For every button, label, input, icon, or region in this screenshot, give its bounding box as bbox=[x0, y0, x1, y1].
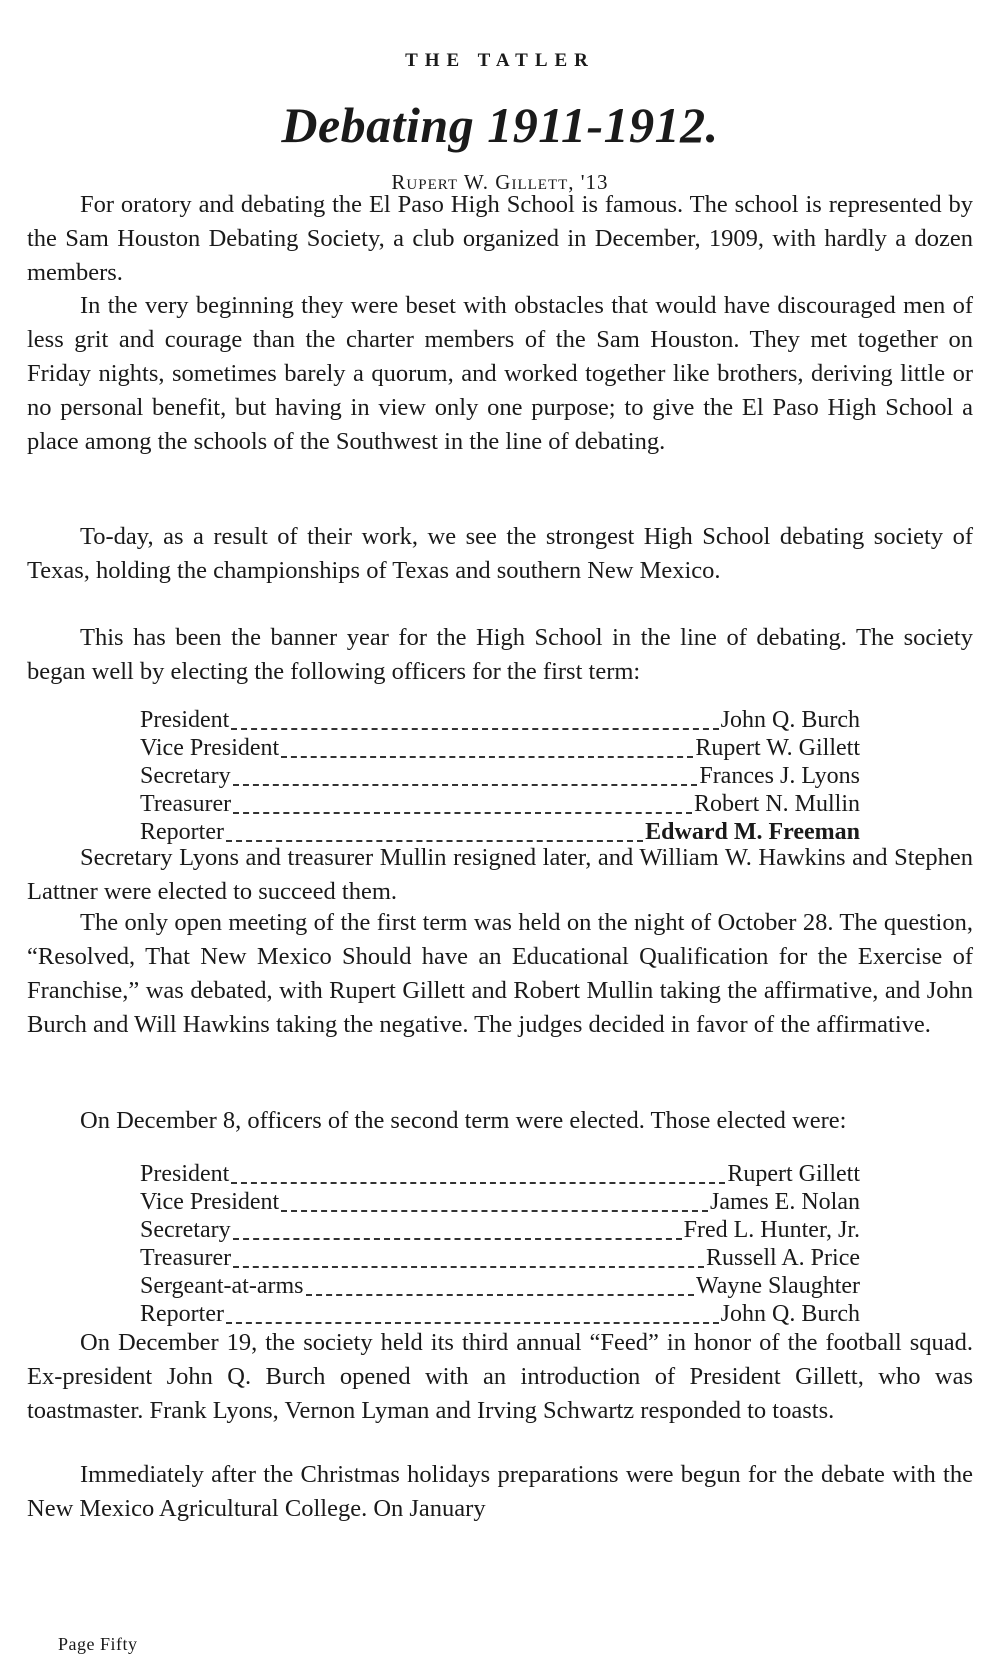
officer-row bbox=[140, 1215, 860, 1245]
paragraph-1: For oratory and debating the El Paso High School is famous. The school is represented by the Sam Houston Debating Society, a club organized in December, 1909, with hardly a dozen members. bbox=[27, 191, 973, 286]
paragraph-2: In the very beginning they were beset with obstacles that would have discouraged men of less grit and courage than the charter members of the Sam Houston. They met together on Friday nights, sometimes barely a quorum, and worked together like brothers, deriving little or no personal benefit, but having in view only one purpose; to give the El Paso High School a place among the schools of the Southwest in the line of debating. bbox=[27, 292, 973, 455]
officer-name: Edward M. Freeman bbox=[645, 819, 860, 845]
paragraph-5: Secretary Lyons and treasurer Mullin resigned later, and William W. Hawkins and Stephen Lattner were elected to succeed them. bbox=[27, 844, 973, 905]
officer-name: James E. Nolan bbox=[710, 1189, 860, 1215]
officer-role: Sergeant-at-arms bbox=[140, 1273, 304, 1299]
officer-row bbox=[140, 705, 860, 735]
article-title: Debating 1911-1912. bbox=[281, 97, 719, 153]
dotted-leader bbox=[306, 1294, 694, 1296]
officer-role: Reporter bbox=[140, 819, 224, 845]
officer-role: President bbox=[140, 707, 230, 733]
officer-name: John Q. Burch bbox=[720, 1301, 860, 1327]
officer-row bbox=[140, 1243, 860, 1273]
officer-role: Secretary bbox=[140, 1217, 231, 1243]
officer-row bbox=[140, 733, 860, 763]
running-head: THE TATLER bbox=[405, 50, 595, 71]
officer-name: Fred L. Hunter, Jr. bbox=[683, 1217, 860, 1243]
officer-name: Wayne Slaughter bbox=[695, 1273, 860, 1299]
paragraph-9: Immediately after the Christmas holidays preparations were begun for the debate with the New Mexico Agricultural College. On January bbox=[27, 1461, 973, 1522]
officer-row bbox=[140, 1187, 860, 1217]
officer-name: Rupert Gillett bbox=[727, 1161, 860, 1187]
paragraph-7: On December 8, officers of the second term were elected. Those elected were: bbox=[80, 1107, 847, 1134]
page-number: Page Fifty bbox=[58, 1634, 138, 1654]
officer-name: John Q. Burch bbox=[720, 707, 860, 733]
paragraph-8: On December 19, the society held its third annual “Feed” in honor of the football squad. Ex-president John Q. Burch opened with an introduction of President Gillett, who was toastmaster. Frank Lyons, Vernon Lyman and Irving Schwartz responded to toasts. bbox=[27, 1329, 973, 1424]
officer-name: Russell A. Price bbox=[706, 1245, 860, 1271]
dotted-leader bbox=[231, 728, 718, 730]
dotted-leader bbox=[233, 784, 698, 786]
paragraph-4: This has been the banner year for the High School in the line of debating. The society began well by electing the following officers for the first term: bbox=[27, 624, 973, 685]
dotted-leader bbox=[231, 1182, 725, 1184]
officer-name: Frances J. Lyons bbox=[699, 763, 860, 789]
dotted-leader bbox=[281, 756, 693, 758]
officer-role: Treasurer bbox=[140, 791, 232, 817]
officer-role: Reporter bbox=[140, 1301, 224, 1327]
paragraph-6: The only open meeting of the first term was held on the night of October 28. The question, “Resolved, That New Mexico Should have an Educational Qualification for the Exercise of Franchise,” was debated, with Rupert Gillett and Robert Mullin taking the affirmative, and John Burch and Will Hawkins taking the negative. The judges decided in favor of the affirmative. bbox=[27, 909, 973, 1038]
officer-name: Rupert W. Gillett bbox=[695, 735, 860, 761]
officer-row bbox=[140, 1159, 860, 1189]
officer-role: Vice President bbox=[140, 735, 280, 761]
dotted-leader bbox=[233, 1266, 704, 1268]
officer-name: Robert N. Mullin bbox=[694, 791, 860, 817]
officer-row bbox=[140, 1299, 860, 1329]
officer-row bbox=[140, 761, 860, 791]
officer-role: President bbox=[140, 1161, 230, 1187]
officer-role: Treasurer bbox=[140, 1245, 232, 1271]
dotted-leader bbox=[233, 1238, 682, 1240]
dotted-leader bbox=[233, 812, 692, 814]
paragraph-3: To-day, as a result of their work, we see the strongest High School debating society of Texas, holding the championships of Texas and southern New Mexico. bbox=[27, 523, 973, 584]
officer-role: Secretary bbox=[140, 763, 231, 789]
officer-role: Vice President bbox=[140, 1189, 280, 1215]
officer-row bbox=[140, 1271, 860, 1301]
officer-row bbox=[140, 789, 860, 819]
dotted-leader bbox=[226, 1322, 719, 1324]
dotted-leader bbox=[281, 1210, 708, 1212]
author-byline: Rupert W. Gillett, '13 bbox=[391, 170, 609, 194]
